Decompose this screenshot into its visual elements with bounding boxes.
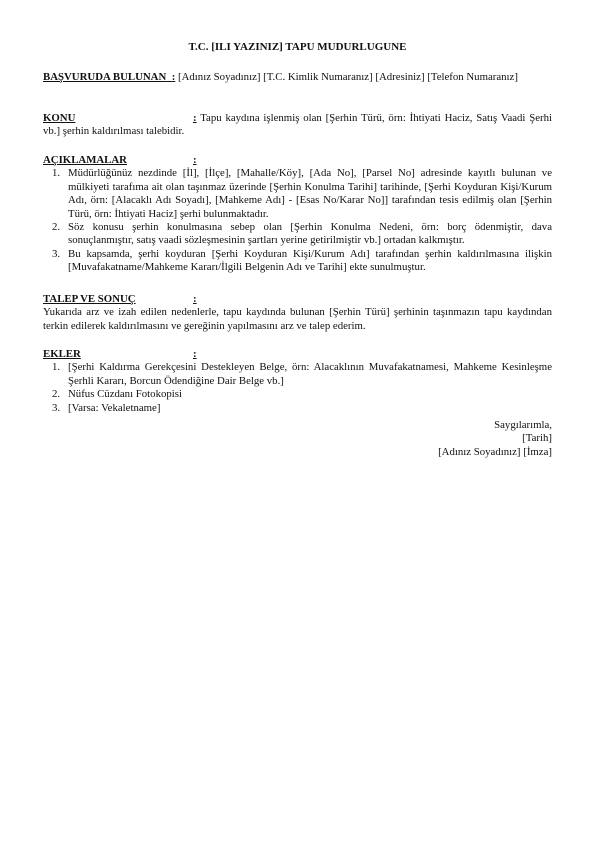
closing-block (252, 419, 552, 459)
explanations-colon: : (193, 154, 197, 166)
list-item: 2. Nüfus Cüzdanı Fotokopisi (52, 388, 182, 401)
explanations-heading (43, 154, 552, 167)
list-item: 3. [Varsa: Vekaletname] (52, 401, 161, 414)
subject-text: Tapu kaydına işlenmiş olan [Şerhin Türü, örn: İhtiyati Haciz, Satış Vaadi Şerhi vb.] şerhin kaldırılması talebidir. (43, 112, 553, 138)
applicant-section (43, 71, 552, 84)
explanations-list (43, 167, 552, 274)
attachments-colon: : (193, 348, 197, 360)
request-heading (43, 293, 552, 306)
explanations-section (43, 154, 552, 275)
request-colon: : (193, 293, 197, 305)
closing-date: [Tarih] (522, 432, 552, 445)
request-section (43, 293, 552, 333)
applicant-text: [Adınız Soyadınız] [T.C. Kimlik Numaranız] [Adresiniz] [Telefon Numaranız] (178, 71, 518, 83)
attachments-label: EKLER (43, 348, 81, 360)
request-text: Yukarıda arz ve izah edilen nedenlerle, tapu kaydında bulunan [Şerhin Türü] şerhinin taşınmazın tapu kaydından terkin edilerek kaldırılmasını ve gereğinin yapılmasını arz ve talep ederim. (43, 306, 552, 332)
closing-regards: Saygılarımla, (494, 419, 552, 431)
request-label: TALEP VE SONUÇ (43, 293, 136, 305)
list-item: 2. Söz konusu şerhin konulmasına sebep olan [Şerhin Konulma Nedeni, örn: borç ödenmiştir, dava sonuçlanmıştır, satış vaadi sözleşmesinin şartları yerine getirilmiştir vb.] ortadan kalkmıştır. (52, 221, 552, 247)
list-item: 1. Müdürlüğünüz nezdinde [İl], [İlçe], [Mahalle/Köy], [Ada No], [Parsel No] adresinde kayıtlı bulunan ve mülkiyeti tarafıma ait olan taşınmaz üzerinde [Şerhin Konulma Tarihi] tarihinde, [Şerhi Koyduran Kişi/Kurum Adı, örn: [Alacaklı Adı Soyadı], [Mahkeme Adı] - [Esas No/Karar No]] tarafından tesis edilmiş olan [Şerhin Türü, örn: İhtiyati Haciz] şerhi bulunmaktadır. (52, 167, 552, 220)
closing-signature: [Adınız Soyadınız] [İmza] (438, 445, 552, 458)
subject-colon: : (193, 112, 197, 124)
attachments-list (43, 361, 552, 415)
applicant-label: BAŞVURUDA BULUNAN : (43, 71, 176, 83)
explanations-label: AÇIKLAMALAR (43, 154, 127, 166)
attachments-heading (43, 348, 552, 361)
document-title: T.C. [ILI YAZINIZ] TAPU MUDURLUGUNE (188, 41, 407, 53)
list-item: 1. [Şerhi Kaldırma Gerekçesini Destekleyen Belge, örn: Alacaklının Muvafakatnamesi, Mahkeme Kesinleşme Şerhli Kararı, Borcun Ödendiğine Dair Belge vb.] (52, 361, 552, 387)
list-item: 3. Bu kapsamda, şerhi koyduran [Şerhi Koyduran Kişi/Kurum Adı] tarafından şerhin kaldırılmasına ilişkin [Muvafakatname/Mahkeme Kararı/İlgili Belgenin Adı ve Tarihi] ekte sunulmuştur. (52, 247, 552, 274)
subject-label: KONU (43, 112, 76, 124)
attachments-section (43, 348, 552, 415)
subject-section (43, 112, 552, 139)
